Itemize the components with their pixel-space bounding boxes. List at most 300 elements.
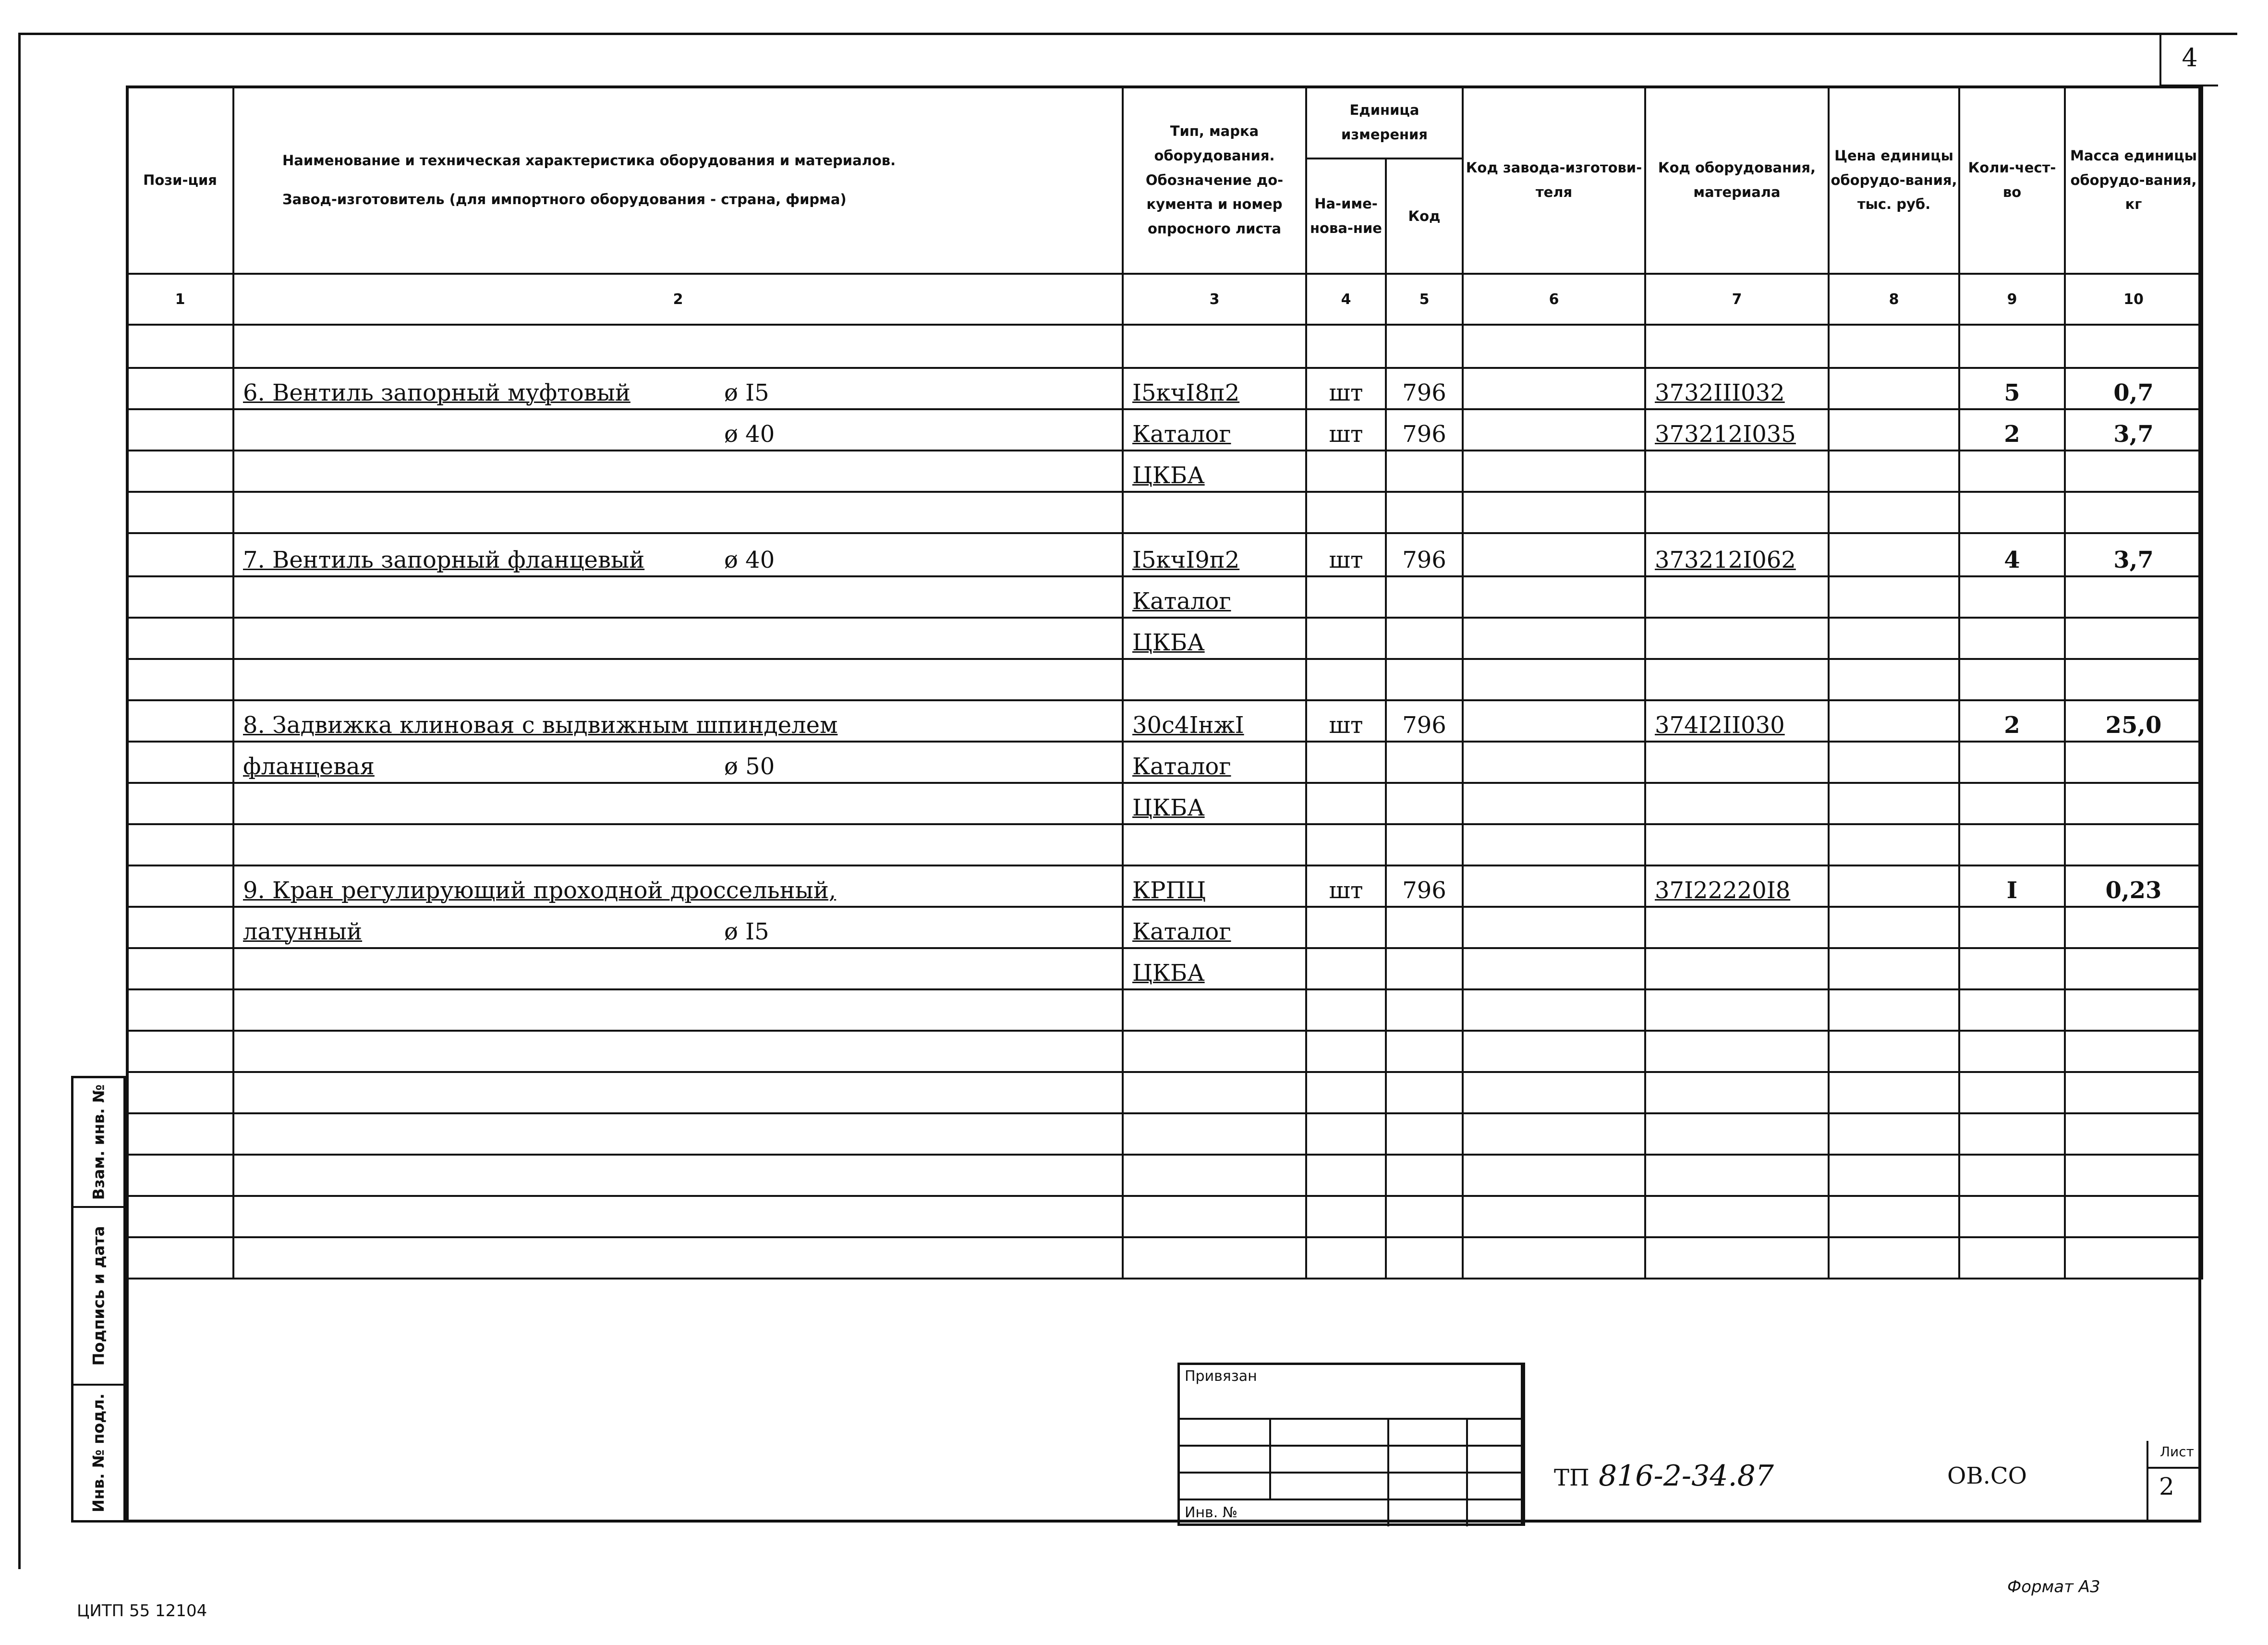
cell-unit — [1306, 948, 1386, 989]
item-type: I5кчI9п2 — [1132, 547, 1240, 573]
cell-unit — [1306, 824, 1386, 865]
cell-unit — [1306, 659, 1386, 700]
cell-price — [1829, 989, 1959, 1031]
cell-type — [1123, 1113, 1306, 1155]
cell-price — [1829, 325, 1959, 368]
cell-type — [1123, 824, 1306, 865]
cell-type — [1123, 368, 1306, 409]
cell-price — [1829, 742, 1959, 783]
item-unit-code: 796 — [1402, 877, 1446, 904]
cell-pos — [127, 618, 233, 659]
item-mass: 0,23 — [2105, 877, 2162, 904]
cell-equip_code — [1645, 325, 1829, 368]
item-unit: шт — [1329, 547, 1363, 573]
cell-plant — [1463, 492, 1645, 533]
sidebar-podpis: Подпись и дата — [89, 1226, 108, 1366]
cell-name — [233, 865, 1123, 907]
cell-plant — [1463, 865, 1645, 907]
document-code-value: 816-2-34.87 — [1598, 1459, 1774, 1493]
cell-unit_code — [1386, 700, 1463, 742]
cell-pos — [127, 325, 233, 368]
table-row — [127, 907, 2202, 948]
cell-price — [1829, 948, 1959, 989]
cell-type — [1123, 533, 1306, 576]
cell-qty — [1959, 659, 2065, 700]
item-equip-code: 373212I035 — [1655, 421, 1796, 448]
item-type: ЦКБА — [1132, 960, 1205, 987]
item-type: ЦКБА — [1132, 462, 1205, 489]
cell-mass — [2065, 409, 2202, 451]
cell-qty — [1959, 1155, 2065, 1196]
cell-plant — [1463, 325, 1645, 368]
document-code-prefix: ТП — [1554, 1464, 1589, 1491]
cell-unit_code — [1386, 824, 1463, 865]
cell-type — [1123, 1031, 1306, 1072]
sheet-label: Лист — [2160, 1444, 2194, 1460]
cell-plant — [1463, 1072, 1645, 1113]
sheet-box — [2147, 1441, 2201, 1523]
item-unit: шт — [1329, 421, 1363, 448]
header-qty: Коли-чест-во — [1959, 86, 2065, 274]
cell-unit — [1306, 368, 1386, 409]
item-diameter: ø I5 — [724, 379, 769, 406]
table-row — [127, 659, 2202, 700]
table-row — [127, 492, 2202, 533]
item-unit-code: 796 — [1402, 421, 1446, 448]
item-type: Каталог — [1132, 753, 1231, 780]
cell-unit_code — [1386, 1031, 1463, 1072]
header-equip-code: Код оборудования, материала — [1645, 86, 1829, 274]
cell-mass — [2065, 1196, 2202, 1237]
cell-qty — [1959, 824, 2065, 865]
table-row — [127, 618, 2202, 659]
cell-price — [1829, 1196, 1959, 1237]
cell-mass — [2065, 1072, 2202, 1113]
cell-mass — [2065, 742, 2202, 783]
cell-equip_code — [1645, 700, 1829, 742]
table-row — [127, 742, 2202, 783]
cell-mass — [2065, 1113, 2202, 1155]
cell-plant — [1463, 659, 1645, 700]
colnum-3: 3 — [1123, 274, 1306, 325]
approval-title: Привязан — [1185, 1368, 1257, 1385]
cell-name — [233, 824, 1123, 865]
cell-plant — [1463, 783, 1645, 824]
item-qty: 5 — [2004, 379, 2020, 406]
cell-qty — [1959, 948, 2065, 989]
table-row — [127, 325, 2202, 368]
item-name: фланцевая — [243, 753, 375, 780]
cell-qty — [1959, 783, 2065, 824]
cell-unit_code — [1386, 1113, 1463, 1155]
cell-mass — [2065, 451, 2202, 492]
cell-price — [1829, 865, 1959, 907]
header-plant-code: Код завода-изготови-теля — [1463, 86, 1645, 274]
cell-pos — [127, 742, 233, 783]
cell-plant — [1463, 989, 1645, 1031]
cell-type — [1123, 492, 1306, 533]
cell-name — [233, 948, 1123, 989]
cell-price — [1829, 1072, 1959, 1113]
table-row — [127, 451, 2202, 492]
item-equip-code: 37I22220I8 — [1655, 877, 1791, 904]
cell-qty — [1959, 865, 2065, 907]
cell-qty — [1959, 1031, 2065, 1072]
document-mark: ОВ.СО — [1947, 1462, 2027, 1489]
cell-unit — [1306, 576, 1386, 618]
item-mass: 25,0 — [2105, 712, 2162, 739]
cell-qty — [1959, 742, 2065, 783]
cell-name — [233, 989, 1123, 1031]
cell-name — [233, 409, 1123, 451]
cell-equip_code — [1645, 1113, 1829, 1155]
sheet-number: 2 — [2159, 1473, 2174, 1500]
cell-pos — [127, 492, 233, 533]
table-row — [127, 824, 2202, 865]
cell-mass — [2065, 1237, 2202, 1279]
table-row — [127, 1113, 2202, 1155]
cell-name — [233, 492, 1123, 533]
cell-qty — [1959, 989, 2065, 1031]
cell-unit — [1306, 409, 1386, 451]
header-unit-group: Единица измерения — [1306, 86, 1463, 158]
cell-name — [233, 783, 1123, 824]
cell-plant — [1463, 1196, 1645, 1237]
cell-price — [1829, 907, 1959, 948]
cell-unit — [1306, 700, 1386, 742]
table-row — [127, 1196, 2202, 1237]
cell-mass — [2065, 492, 2202, 533]
approval-inv-label: Инв. № — [1185, 1504, 1238, 1521]
cell-type — [1123, 325, 1306, 368]
table-row — [127, 409, 2202, 451]
cell-name — [233, 1237, 1123, 1279]
item-name: 8. Задвижка клиновая с выдвижным шпинделем — [243, 712, 838, 739]
cell-price — [1829, 783, 1959, 824]
cell-mass — [2065, 325, 2202, 368]
table-row — [127, 1155, 2202, 1196]
cell-unit — [1306, 783, 1386, 824]
table-row — [127, 865, 2202, 907]
cell-pos — [127, 1196, 233, 1237]
cell-pos — [127, 451, 233, 492]
colnum-7: 7 — [1645, 274, 1829, 325]
cell-price — [1829, 618, 1959, 659]
cell-type — [1123, 865, 1306, 907]
cell-mass — [2065, 865, 2202, 907]
cell-plant — [1463, 907, 1645, 948]
cell-mass — [2065, 1155, 2202, 1196]
cell-qty — [1959, 368, 2065, 409]
cell-name — [233, 1113, 1123, 1155]
cell-type — [1123, 576, 1306, 618]
cell-pos — [127, 659, 233, 700]
item-unit-code: 796 — [1402, 379, 1446, 406]
cell-mass — [2065, 659, 2202, 700]
cell-equip_code — [1645, 533, 1829, 576]
cell-name — [233, 659, 1123, 700]
cell-plant — [1463, 824, 1645, 865]
item-qty: 2 — [2004, 421, 2020, 448]
equipment-spec-table — [126, 85, 2203, 1279]
cell-name — [233, 1031, 1123, 1072]
header-mass: Масса единицы оборудо-вания, кг — [2065, 86, 2202, 274]
table-body — [127, 325, 2202, 1279]
cell-qty — [1959, 1113, 2065, 1155]
header-position: Пози-ция — [127, 86, 233, 274]
cell-price — [1829, 533, 1959, 576]
item-type: Каталог — [1132, 918, 1231, 945]
sidebar-inv: Инв. № подл. — [89, 1393, 108, 1512]
cell-unit_code — [1386, 742, 1463, 783]
cell-pos — [127, 989, 233, 1031]
cell-qty — [1959, 1196, 2065, 1237]
cell-qty — [1959, 325, 2065, 368]
cell-equip_code — [1645, 1031, 1829, 1072]
item-equip-code: 374I2II030 — [1655, 712, 1785, 739]
table-row — [127, 1237, 2202, 1279]
cell-mass — [2065, 533, 2202, 576]
cell-price — [1829, 451, 1959, 492]
cell-unit — [1306, 451, 1386, 492]
item-qty: I — [2006, 877, 2018, 904]
table-row — [127, 533, 2202, 576]
approval-block — [1177, 1363, 1523, 1526]
sidebar-podpis-cell — [73, 1208, 123, 1386]
cell-name — [233, 1155, 1123, 1196]
item-mass: 3,7 — [2113, 421, 2154, 448]
cell-unit — [1306, 325, 1386, 368]
cell-mass — [2065, 907, 2202, 948]
cell-price — [1829, 576, 1959, 618]
cell-mass — [2065, 368, 2202, 409]
cell-type — [1123, 783, 1306, 824]
cell-plant — [1463, 368, 1645, 409]
item-equip-code: 3732III032 — [1655, 379, 1785, 406]
cell-unit — [1306, 533, 1386, 576]
cell-qty — [1959, 1237, 2065, 1279]
cell-unit_code — [1386, 659, 1463, 700]
cell-plant — [1463, 1155, 1645, 1196]
cell-type — [1123, 659, 1306, 700]
colnum-10: 10 — [2065, 274, 2202, 325]
cell-plant — [1463, 618, 1645, 659]
cell-unit_code — [1386, 1196, 1463, 1237]
cell-name — [233, 907, 1123, 948]
header-unit-code: Код — [1386, 158, 1463, 274]
cell-unit_code — [1386, 451, 1463, 492]
cell-name — [233, 700, 1123, 742]
item-diameter: ø 50 — [724, 753, 775, 780]
sidebar-inv-cell — [73, 1386, 123, 1520]
header-price: Цена единицы оборудо-вания, тыс. руб. — [1829, 86, 1959, 274]
cell-name — [233, 618, 1123, 659]
colnum-5: 5 — [1386, 274, 1463, 325]
cell-pos — [127, 1237, 233, 1279]
colnum-6: 6 — [1463, 274, 1645, 325]
cell-unit_code — [1386, 325, 1463, 368]
cell-unit — [1306, 492, 1386, 533]
table-row — [127, 783, 2202, 824]
header-name-line1: Наименование и техническая характеристика оборудования и материалов. — [282, 152, 896, 169]
header-name-line2: Завод-изготовитель (для импортного оборудования - страна, фирма) — [282, 191, 847, 207]
footer-code: ЦИТП 55 12104 — [77, 1601, 207, 1621]
item-type: ЦКБА — [1132, 629, 1205, 656]
cell-type — [1123, 1072, 1306, 1113]
cell-equip_code — [1645, 1072, 1829, 1113]
cell-pos — [127, 907, 233, 948]
cell-unit — [1306, 1113, 1386, 1155]
cell-unit — [1306, 742, 1386, 783]
cell-equip_code — [1645, 1196, 1829, 1237]
cell-equip_code — [1645, 742, 1829, 783]
cell-qty — [1959, 1072, 2065, 1113]
cell-plant — [1463, 742, 1645, 783]
cell-plant — [1463, 576, 1645, 618]
cell-name — [233, 451, 1123, 492]
cell-plant — [1463, 1031, 1645, 1072]
cell-unit — [1306, 907, 1386, 948]
cell-equip_code — [1645, 576, 1829, 618]
cell-plant — [1463, 1237, 1645, 1279]
item-unit-code: 796 — [1402, 712, 1446, 739]
cell-pos — [127, 1072, 233, 1113]
cell-unit_code — [1386, 409, 1463, 451]
item-name: 6. Вентиль запорный муфтовый — [243, 379, 631, 406]
format-label: Формат А3 — [2007, 1577, 2100, 1596]
cell-type — [1123, 948, 1306, 989]
cell-unit_code — [1386, 1237, 1463, 1279]
cell-unit_code — [1386, 865, 1463, 907]
document-code — [1554, 1459, 1774, 1493]
cell-type — [1123, 409, 1306, 451]
cell-qty — [1959, 618, 2065, 659]
item-equip-code: 373212I062 — [1655, 547, 1796, 573]
cell-type — [1123, 1237, 1306, 1279]
cell-unit — [1306, 989, 1386, 1031]
cell-type — [1123, 1196, 1306, 1237]
cell-pos — [127, 1113, 233, 1155]
cell-equip_code — [1645, 659, 1829, 700]
cell-pos — [127, 576, 233, 618]
cell-unit — [1306, 1237, 1386, 1279]
header-unit-name: На-име-нова-ние — [1306, 158, 1386, 274]
cell-type — [1123, 700, 1306, 742]
sidebar-vzam-cell — [73, 1078, 123, 1208]
item-type: КРПЦ — [1132, 877, 1206, 904]
cell-mass — [2065, 989, 2202, 1031]
cell-price — [1829, 1237, 1959, 1279]
table-row — [127, 1031, 2202, 1072]
cell-pos — [127, 1155, 233, 1196]
cell-pos — [127, 824, 233, 865]
cell-plant — [1463, 948, 1645, 989]
cell-unit_code — [1386, 907, 1463, 948]
item-type: I5кчI8п2 — [1132, 379, 1240, 406]
item-unit: шт — [1329, 877, 1363, 904]
cell-plant — [1463, 409, 1645, 451]
cell-mass — [2065, 618, 2202, 659]
cell-mass — [2065, 576, 2202, 618]
item-name: 7. Вентиль запорный фланцевый — [243, 547, 645, 573]
cell-unit — [1306, 618, 1386, 659]
header-name — [233, 86, 1123, 274]
table-row — [127, 1072, 2202, 1113]
cell-type — [1123, 451, 1306, 492]
cell-price — [1829, 824, 1959, 865]
colnum-8: 8 — [1829, 274, 1959, 325]
cell-qty — [1959, 492, 2065, 533]
cell-name — [233, 742, 1123, 783]
cell-plant — [1463, 533, 1645, 576]
cell-price — [1829, 368, 1959, 409]
cell-type — [1123, 989, 1306, 1031]
item-diameter: ø I5 — [724, 918, 769, 945]
sidebar-vzam: Взам. инв. № — [89, 1084, 108, 1200]
table-row — [127, 700, 2202, 742]
cell-price — [1829, 1155, 1959, 1196]
item-diameter: ø 40 — [724, 547, 775, 573]
cell-type — [1123, 1155, 1306, 1196]
cell-unit_code — [1386, 989, 1463, 1031]
cell-unit_code — [1386, 368, 1463, 409]
cell-name — [233, 533, 1123, 576]
item-name: 9. Кран регулирующий проходной дроссельный, — [243, 877, 837, 904]
cell-unit_code — [1386, 948, 1463, 989]
cell-pos — [127, 948, 233, 989]
cell-unit_code — [1386, 618, 1463, 659]
cell-mass — [2065, 783, 2202, 824]
cell-unit_code — [1386, 1072, 1463, 1113]
cell-equip_code — [1645, 989, 1829, 1031]
cell-qty — [1959, 409, 2065, 451]
table-row — [127, 368, 2202, 409]
cell-unit_code — [1386, 576, 1463, 618]
cell-price — [1829, 1031, 1959, 1072]
cell-pos — [127, 1031, 233, 1072]
item-mass: 3,7 — [2113, 547, 2154, 573]
cell-price — [1829, 409, 1959, 451]
item-type: Каталог — [1132, 588, 1231, 615]
sheet-corner-number: 4 — [2159, 33, 2218, 86]
item-diameter: ø 40 — [724, 421, 775, 448]
item-qty: 2 — [2004, 712, 2020, 739]
colnum-9: 9 — [1959, 274, 2065, 325]
cell-equip_code — [1645, 618, 1829, 659]
cell-pos — [127, 700, 233, 742]
cell-price — [1829, 1113, 1959, 1155]
cell-equip_code — [1645, 783, 1829, 824]
item-unit: шт — [1329, 712, 1363, 739]
item-type: ЦКБА — [1132, 794, 1205, 821]
cell-unit_code — [1386, 533, 1463, 576]
cell-pos — [127, 865, 233, 907]
cell-pos — [127, 409, 233, 451]
cell-unit — [1306, 1196, 1386, 1237]
colnum-1: 1 — [127, 274, 233, 325]
cell-unit_code — [1386, 783, 1463, 824]
cell-mass — [2065, 824, 2202, 865]
cell-mass — [2065, 948, 2202, 989]
table-row — [127, 948, 2202, 989]
cell-pos — [127, 368, 233, 409]
cell-price — [1829, 700, 1959, 742]
cell-qty — [1959, 907, 2065, 948]
cell-equip_code — [1645, 1237, 1829, 1279]
item-name: латунный — [243, 918, 363, 945]
cell-equip_code — [1645, 368, 1829, 409]
cell-plant — [1463, 1113, 1645, 1155]
